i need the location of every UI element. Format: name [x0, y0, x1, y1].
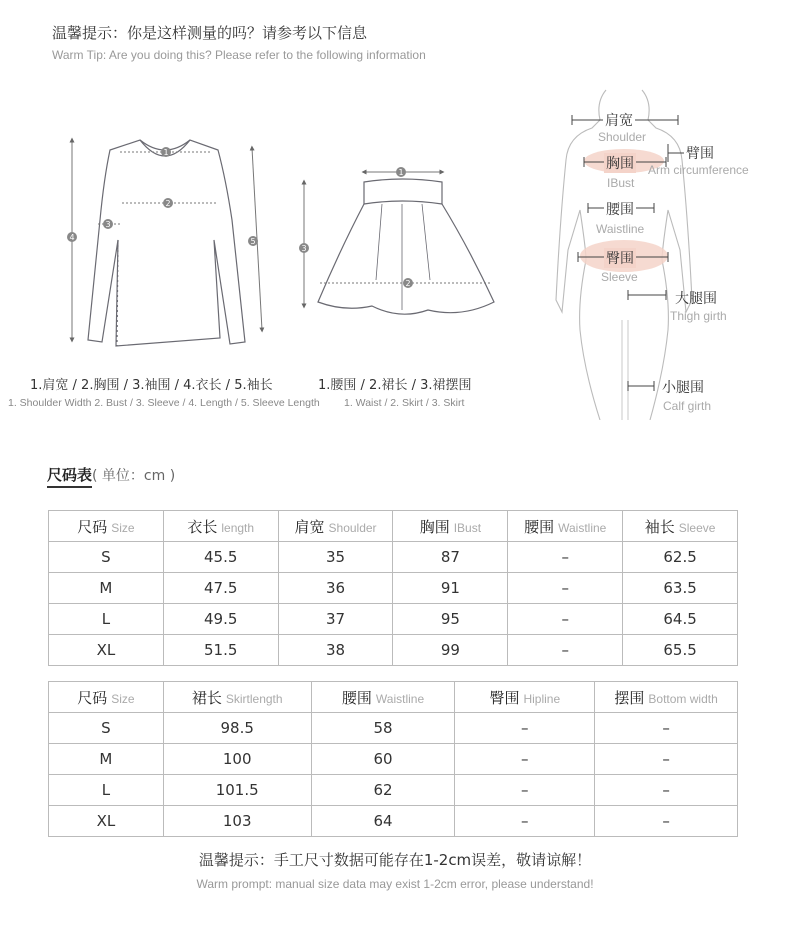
table-cell: 62.5	[623, 542, 738, 573]
body-label-arm-en: Arm circumference	[648, 163, 749, 177]
table-cell: 60	[311, 744, 455, 775]
table-cell: 64	[311, 806, 455, 837]
table-cell: –	[455, 713, 595, 744]
table-row	[49, 713, 738, 744]
table-cell: 65.5	[623, 635, 738, 666]
table-row	[49, 542, 738, 573]
tee-marker-3: 3	[105, 220, 111, 229]
table-row	[49, 775, 738, 806]
top-garment-drawing	[88, 140, 245, 346]
skirt-table-header-1	[163, 682, 311, 713]
table-row	[49, 573, 738, 604]
tee-marker-5: 5	[250, 237, 256, 246]
table-cell: –	[455, 806, 595, 837]
top-table-header-5	[623, 511, 738, 542]
top-size-table	[48, 510, 738, 666]
table-cell: XL	[49, 806, 164, 837]
table-cell: 37	[278, 604, 393, 635]
body-label-waist: 腰围	[604, 199, 636, 219]
table-cell: L	[49, 775, 164, 806]
top-table-header-0	[49, 511, 164, 542]
table-cell: M	[49, 573, 164, 604]
body-label-shoulder: 肩宽	[603, 110, 635, 130]
skirt-caption-cn: 1.腰围 / 2.裙长 / 3.裙摆围	[318, 378, 472, 393]
table-cell: 58	[311, 713, 455, 744]
table-cell: –	[508, 542, 623, 573]
footer-note-en: Warm prompt: manual size data may exist 1-2cm error, please understand!	[196, 877, 594, 891]
header-label-cn: 袖长	[644, 517, 675, 536]
table-cell: 64.5	[623, 604, 738, 635]
table-cell: 62	[311, 775, 455, 806]
table-cell: –	[508, 604, 623, 635]
table-cell: 49.5	[163, 604, 278, 635]
table-cell: –	[595, 806, 738, 837]
table-cell: L	[49, 604, 164, 635]
tee-marker-1: 1	[163, 148, 169, 157]
table-cell: 100	[163, 744, 311, 775]
tee-caption-cn: 1.肩宽 / 2.胸围 / 3.袖围 / 4.衣长 / 5.袖长	[30, 378, 273, 393]
table-cell: 35	[278, 542, 393, 573]
header-label-cn: 摆围	[614, 688, 645, 707]
top-table-header-row	[49, 511, 738, 542]
body-label-calf-en: Calf girth	[663, 399, 712, 413]
header-label-cn: 衣长	[187, 517, 218, 536]
skirt-table-header-3	[455, 682, 595, 713]
header-label-cn: 腰围	[341, 688, 372, 707]
table-cell: S	[49, 542, 164, 573]
skirt-size-table	[48, 681, 738, 837]
table-cell: XL	[49, 635, 164, 666]
warm-tip-cn: 温馨提示：你是这样测量的吗？请参考以下信息	[52, 24, 368, 42]
top-table-header-2	[278, 511, 393, 542]
header-label-en: Skirtlength	[225, 691, 283, 706]
table-row	[49, 604, 738, 635]
body-label-calf: 小腿围	[662, 380, 704, 396]
header-label-en: Waistline	[375, 691, 425, 706]
table-cell: 36	[278, 573, 393, 604]
skirt-drawing	[318, 179, 494, 314]
header-label-cn: 尺码	[77, 688, 108, 707]
header-label-en: Waistline	[558, 520, 607, 535]
header-label-en: Size	[111, 691, 135, 706]
table-cell: 98.5	[163, 713, 311, 744]
body-label-arm: 臂围	[686, 146, 714, 162]
table-cell: 103	[163, 806, 311, 837]
skirt-marker-2: 2	[405, 279, 411, 288]
table-cell: 47.5	[163, 573, 278, 604]
header-label-cn: 胸围	[419, 517, 450, 536]
body-label-waist-en: Waistline	[596, 222, 645, 236]
top-table-header-1	[163, 511, 278, 542]
header-label-en: Sleeve	[678, 520, 716, 535]
header-label-en: IBust	[453, 520, 482, 535]
table-cell: –	[595, 775, 738, 806]
table-cell: –	[455, 744, 595, 775]
table-cell: –	[595, 744, 738, 775]
skirt-marker-3: 3	[301, 244, 307, 253]
header-label-cn: 腰围	[524, 517, 555, 536]
header-label-cn: 尺码	[77, 517, 108, 536]
table-cell: 51.5	[163, 635, 278, 666]
header-label-en: Bottom width	[648, 691, 718, 706]
tee-marker-4: 4	[69, 233, 75, 242]
table-cell: –	[595, 713, 738, 744]
measurement-illustrations	[0, 80, 790, 420]
skirt-table-header-row	[49, 682, 738, 713]
body-label-shoulder-en: Shoulder	[598, 130, 647, 144]
size-chart-unit: ( 单位：cm )	[92, 468, 176, 484]
body-label-thigh-en: Thigh girth	[670, 309, 727, 323]
table-cell: –	[508, 573, 623, 604]
table-row	[49, 744, 738, 775]
size-chart-title-text: 尺码表	[47, 464, 92, 488]
body-label-bust-en: IBust	[607, 176, 635, 190]
skirt-table-header-0	[49, 682, 164, 713]
table-row	[49, 806, 738, 837]
skirt-marker-1: 1	[398, 168, 404, 177]
table-cell: 45.5	[163, 542, 278, 573]
skirt-caption-en: 1. Waist / 2. Skirt / 3. Skirt	[344, 397, 465, 409]
skirt-table-header-2	[311, 682, 455, 713]
tee-caption-en: 1. Shoulder Width 2. Bust / 3. Sleeve / 4. Length / 5. Sleeve Length	[8, 397, 320, 409]
table-cell: 63.5	[623, 573, 738, 604]
header-label-cn: 臀围	[489, 688, 520, 707]
table-cell: –	[455, 775, 595, 806]
table-cell: 91	[393, 573, 508, 604]
footer-note-cn: 温馨提示：手工尺寸数据可能存在1-2cm误差，敬请谅解！	[198, 851, 592, 869]
skirt-table-header-4	[595, 682, 738, 713]
table-cell: 99	[393, 635, 508, 666]
table-cell: –	[508, 635, 623, 666]
top-table-header-4	[508, 511, 623, 542]
table-row	[49, 635, 738, 666]
header-label-en: Size	[111, 520, 135, 535]
body-label-hip-en: Sleeve	[601, 270, 638, 284]
table-cell: M	[49, 744, 164, 775]
body-label-bust: 胸围	[604, 153, 636, 173]
header-label-en: Hipline	[523, 691, 561, 706]
table-cell: 101.5	[163, 775, 311, 806]
body-label-hip: 臀围	[604, 248, 636, 268]
table-cell: 87	[393, 542, 508, 573]
table-cell: 38	[278, 635, 393, 666]
header-label-cn: 裙长	[191, 688, 222, 707]
tee-marker-2: 2	[165, 199, 171, 208]
size-chart-title	[47, 464, 175, 488]
warm-tip-en: Warm Tip: Are you doing this? Please refer to the following information	[52, 48, 426, 62]
table-cell: 95	[393, 604, 508, 635]
body-label-thigh: 大腿围	[675, 291, 717, 307]
header-label-en: length	[221, 520, 255, 535]
top-table-header-3	[393, 511, 508, 542]
header-label-cn: 肩宽	[294, 517, 325, 536]
table-cell: S	[49, 713, 164, 744]
header-label-en: Shoulder	[328, 520, 377, 535]
